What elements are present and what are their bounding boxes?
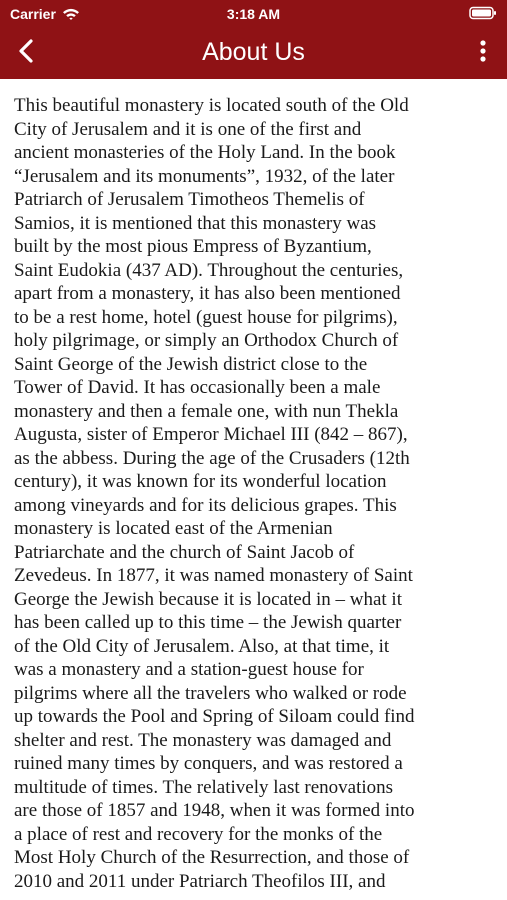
more-options-button[interactable] <box>471 38 495 68</box>
navigation-bar <box>0 28 507 79</box>
about-us-body-text: This beautiful monastery is located south of the Old City of Jerusalem and it is one of the first and ancient monasteries of the Holy Land. In the book “Jerusalem and its monuments”, 1932, of the later Patriarch of Jerusalem Timotheos Themelis of Samios, it is mentioned that this monastery was built by the most pious Empress of Byzantium, Saint Eudokia (437 AD). Throughout the centuries, apart from a monastery, it has also been mentioned to be a rest home, hotel (guest house for pilgrims), holy pilgrimage, or simply an Orthodox Church of Saint George of the Jewish district close to the Tower of David. It has occasionally been a male monastery and then a female one, with nun Thekla Augusta, sister of Emperor Michael III (842 – 867), as the abbess. During the age of the Crusaders (12th century), it was known for its wonderful location among vineyards and for its delicious grapes. This monastery is located east of the Armenian Patriarchate and the church of Saint Jacob of Zevedeus. In 1877, it was named monastery of Saint George the Jewish because it is located in – what it has been called up to this time – the Jewish quarter of the Old City of Jerusalem. Also, at that time, it was a monastery and a station-guest house for pilgrims where all the travelers who walked or rode up towards the Pool and Spring of Siloam could find shelter and rest. The monastery was damaged and ruined many times by conquers, and was restored a multitude of times. The relatively last renovations are those of 1857 and 1948, when it was formed into a place of rest and recovery for the monks of the Most Holy Church of the Resurrection, and those of 2010 and 2011 under Patriarch Theofilos III, and <box>14 95 415 892</box>
page-title: About Us <box>202 38 305 66</box>
vertical-ellipsis-icon <box>479 39 487 68</box>
header <box>0 0 507 79</box>
status-time: 3:18 AM <box>226 6 281 22</box>
carrier-label: Carrier <box>10 6 56 22</box>
battery-icon <box>469 6 497 20</box>
status-bar <box>0 0 507 28</box>
